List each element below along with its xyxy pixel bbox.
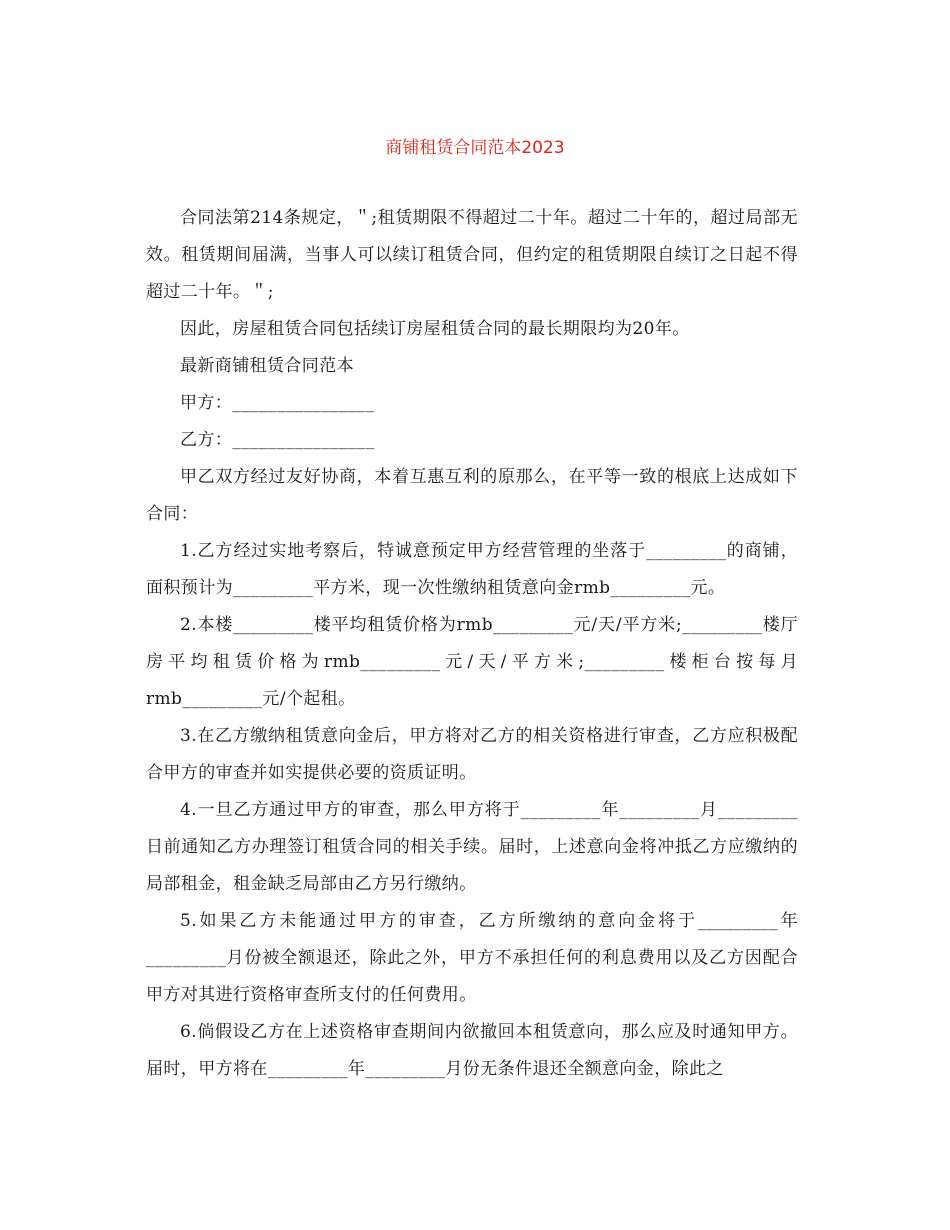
clause-5: 5.如果乙方未能通过甲方的审查，乙方所缴纳的意向金将于_________年_________月份被全额退还，除此之外，甲方不承担任何的利息费用以及乙方因配合甲方对其进行资格审查所支付的任何费用。 (146, 911, 798, 1005)
paragraph-subtitle: 最新商铺租赁合同范本 (180, 356, 354, 376)
party-b-line: 乙方：________________ (180, 430, 375, 450)
clause-6: 6.倘假设乙方在上述资格审查期间内欲撤回本租赁意向，那么应及时通知甲方。届时，甲方将在_________年_________月份无条件退还全额意向金，除此之 (146, 1022, 798, 1079)
clause-3: 3.在乙方缴纳租赁意向金后，甲方将对乙方的相关资格进行审查，乙方应积极配合甲方的审查并如实提供必要的资质证明。 (146, 726, 798, 783)
paragraph-law-article: 合同法第214条规定，＂;租赁期限不得超过二十年。超过二十年的，超过局部无效。租赁期间届满，当事人可以续订租赁合同，但约定的租赁期限自续订之日起不得超过二十年。＂; (146, 208, 798, 302)
document-title: 商铺租赁合同范本2023 (385, 138, 565, 158)
clause-1: 1.乙方经过实地考察后，特诚意预定甲方经营管理的坐落于_________的商铺，面积预计为_________平方米，现一次性缴纳租赁意向金rmb_________元。 (146, 541, 798, 598)
clause-4: 4.一旦乙方通过甲方的审查，那么甲方将于_________年_________月_________日前通知乙方办理签订租赁合同的相关手续。届时，上述意向金将冲抵乙方应缴纳的局部租金，租金缺乏局部由乙方另行缴纳。 (146, 800, 798, 894)
paragraph-max-term: 因此，房屋租赁合同包括续订房屋租赁合同的最长期限均为20年。 (180, 319, 690, 339)
document-body (146, 200, 798, 1088)
clause-2: 2.本楼_________楼平均租赁价格为rmb_________元/天/平方米;_________楼厅房平均租赁价格为rmb_________元/天/平方米;_________楼柜台按每月rmb_________元/个起租。 (146, 615, 798, 709)
party-a-line: 甲方：________________ (180, 393, 375, 413)
paragraph-preamble: 甲乙双方经过友好协商，本着互惠互利的原那么，在平等一致的根底上达成如下合同： (146, 467, 798, 524)
